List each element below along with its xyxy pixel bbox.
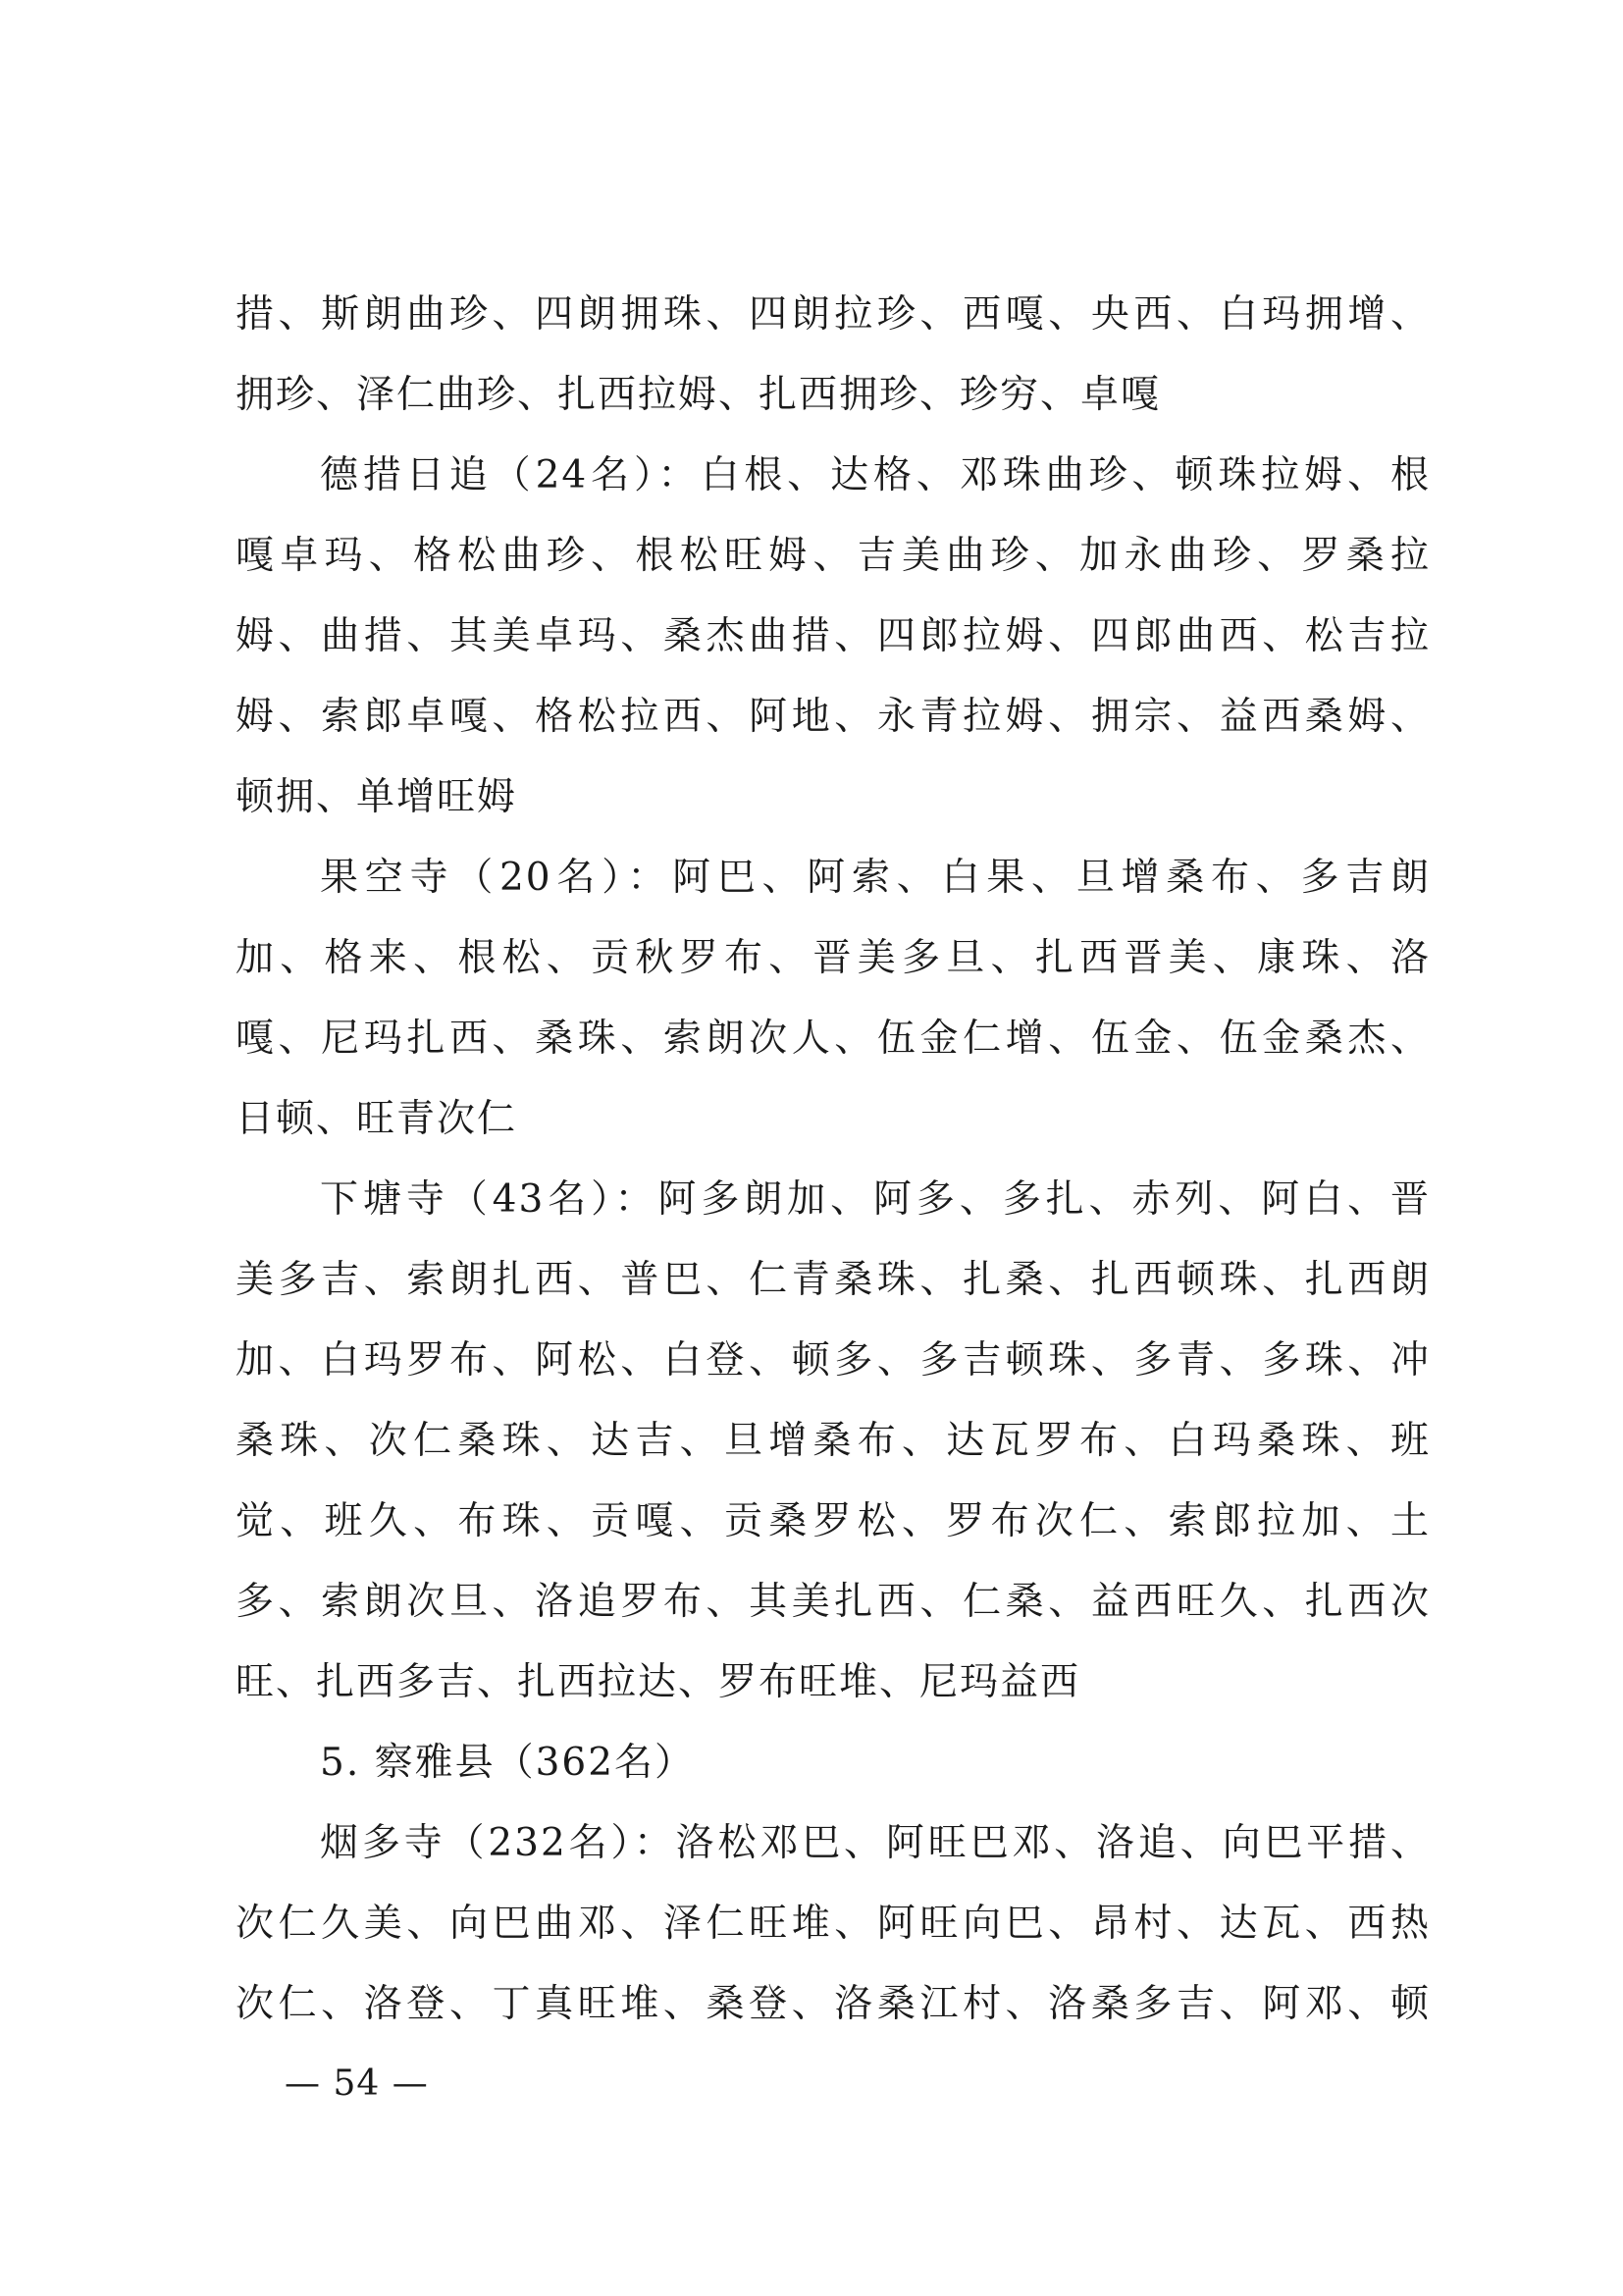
text-line: 旺、扎西多吉、扎西拉达、罗布旺堆、尼玛益西 [236,1660,1081,1704]
text-line: 觉、班久、布珠、贡嘎、贡桑罗松、罗布次仁、索郎拉加、土 [236,1499,1431,1543]
text-line: 姆、索郎卓嘎、格松拉西、阿地、永青拉姆、拥宗、益西桑姆、 [236,695,1431,739]
text-line: 嘎、尼玛扎西、桑珠、索朗次人、伍金仁增、伍金、伍金桑杰、 [236,1017,1431,1061]
paragraph-start: 果空寺（20名）：阿巴、阿索、白果、旦增桑布、多吉朗 [320,856,1431,900]
paragraph-start: 德措日追（24名）：白根、达格、邓珠曲珍、顿珠拉姆、根 [320,453,1431,497]
text-line: 桑珠、次仁桑珠、达吉、旦增桑布、达瓦罗布、白玛桑珠、班 [236,1419,1431,1463]
text-line: 次仁久美、向巴曲邓、泽仁旺堆、阿旺向巴、昂村、达瓦、西热 [236,1902,1431,1946]
text-line: 姆、曲措、其美卓玛、桑杰曲措、四郎拉姆、四郎曲西、松吉拉 [236,614,1431,658]
text-line: 加、白玛罗布、阿松、白登、顿多、多吉顿珠、多青、多珠、冲 [236,1338,1431,1383]
text-line: 次仁、洛登、丁真旺堆、桑登、洛桑江村、洛桑多吉、阿邓、顿 [236,1982,1431,2026]
text-line: 日顿、旺青次仁 [236,1097,518,1141]
page-number: — 54 — [285,2063,429,2104]
text-line: 多、索朗次旦、洛追罗布、其美扎西、仁桑、益西旺久、扎西次 [236,1580,1431,1624]
text-line: 拥珍、泽仁曲珍、扎西拉姆、扎西拥珍、珍穷、卓嘎 [236,373,1162,417]
text-line: 嘎卓玛、格松曲珍、根松旺姆、吉美曲珍、加永曲珍、罗桑拉 [236,534,1431,578]
paragraph-start: 烟多寺（232名）：洛松邓巴、阿旺巴邓、洛追、向巴平措、 [320,1821,1431,1865]
text-line: 美多吉、索朗扎西、普巴、仁青桑珠、扎桑、扎西顿珠、扎西朗 [236,1258,1431,1302]
section-heading: 5. 察雅县（362名） [320,1741,696,1785]
text-line: 加、格来、根松、贡秋罗布、晋美多旦、扎西晋美、康珠、洛 [236,936,1431,980]
text-line: 顿拥、单增旺姆 [236,775,518,819]
paragraph-start: 下塘寺（43名）：阿多朗加、阿多、多扎、赤列、阿白、晋 [320,1177,1431,1222]
text-line: 措、斯朗曲珍、四朗拥珠、四朗拉珍、西嘎、央西、白玛拥增、 [236,292,1431,337]
document-body [236,275,1431,2045]
